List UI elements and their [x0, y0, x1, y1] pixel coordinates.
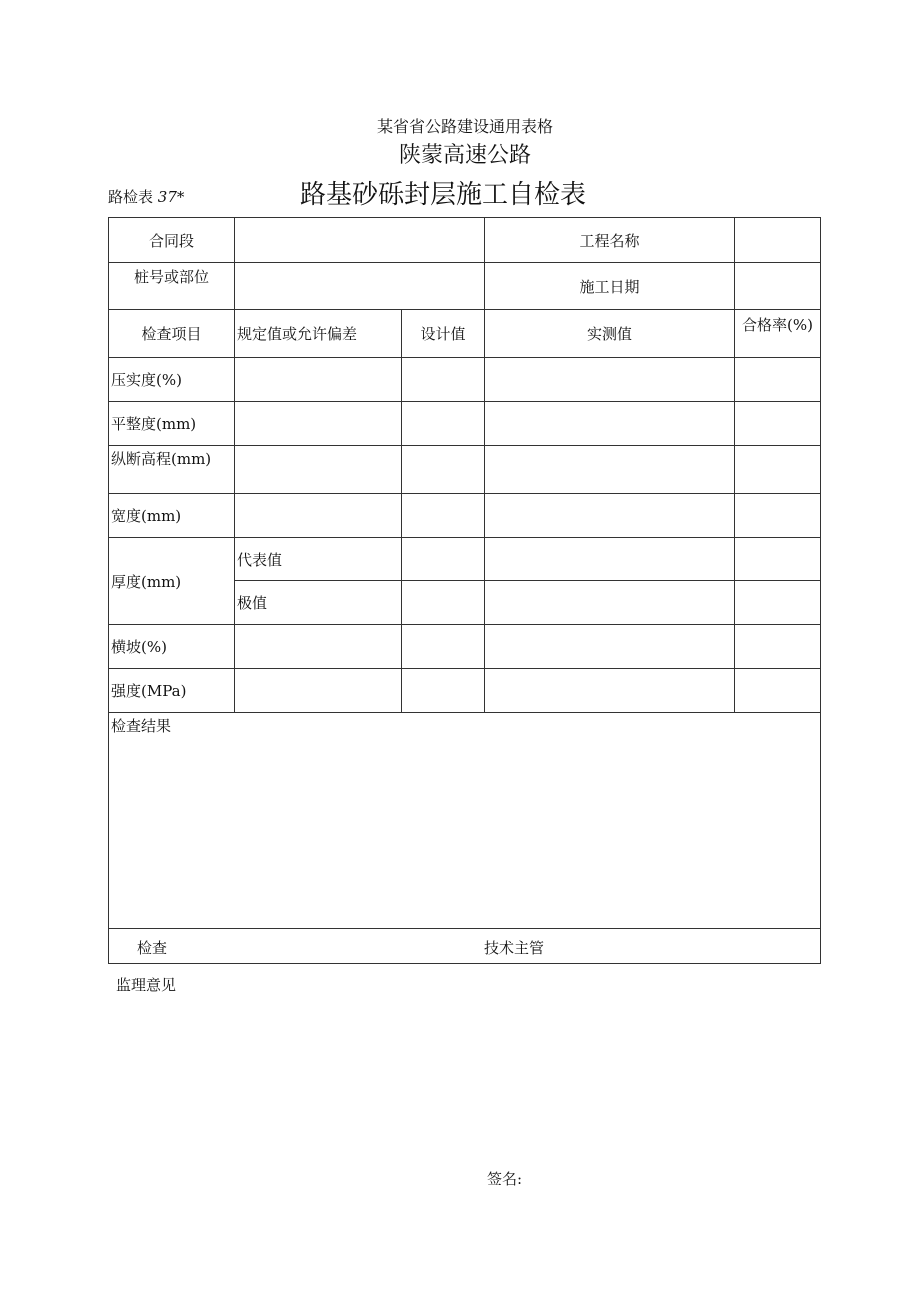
spec-cell[interactable] [235, 402, 402, 446]
col-spec-header: 规定值或允许偏差 [235, 310, 402, 358]
info-row-station [109, 263, 821, 310]
date-label: 施工日期 [485, 263, 735, 310]
measured-cell[interactable] [485, 581, 735, 625]
project-name-value[interactable] [735, 218, 821, 263]
table-row [109, 625, 821, 669]
row-item-label: 纵断高程(mm) [109, 446, 235, 494]
pass-rate-cell[interactable] [735, 494, 821, 538]
pass-rate-cell[interactable] [735, 581, 821, 625]
sign-cell [109, 929, 821, 964]
info-row-contract [109, 218, 821, 263]
pass-rate-cell[interactable] [735, 402, 821, 446]
result-row [109, 713, 821, 929]
row-item-label: 宽度(mm) [109, 494, 235, 538]
result-label: 检查结果 [111, 717, 172, 735]
tech-lead-label: 技术主管 [484, 939, 545, 957]
contract-label: 合同段 [109, 218, 235, 263]
sign-row [109, 929, 821, 964]
measured-cell[interactable] [485, 358, 735, 402]
design-cell[interactable] [402, 358, 485, 402]
form-title: 路基砂砾封层施工自检表 [300, 180, 587, 210]
measured-cell[interactable] [485, 625, 735, 669]
col-item-header: 检查项目 [109, 310, 235, 358]
form-category-heading: 某省省公路建设通用表格 [376, 117, 553, 136]
spec-cell[interactable] [235, 446, 402, 494]
pass-rate-cell[interactable] [735, 446, 821, 494]
signature-label: 签名: [487, 1170, 523, 1188]
column-header-row [109, 310, 821, 358]
form-code-number: 37* [157, 188, 185, 206]
result-cell[interactable] [109, 713, 821, 929]
design-cell[interactable] [402, 494, 485, 538]
inspection-table [108, 217, 821, 964]
table-row [109, 446, 821, 494]
col-design-header: 设计值 [402, 310, 485, 358]
station-label: 桩号或部位 [109, 263, 235, 310]
form-code-prefix: 路检表 [108, 188, 154, 206]
station-value[interactable] [235, 263, 485, 310]
row-item-label: 强度(MPa) [109, 669, 235, 713]
measured-cell[interactable] [485, 402, 735, 446]
date-value[interactable] [735, 263, 821, 310]
row-item-label: 平整度(mm) [109, 402, 235, 446]
design-cell[interactable] [402, 446, 485, 494]
inspector-label: 检查 [137, 939, 168, 957]
row-sub-label: 极值 [235, 581, 402, 625]
spec-cell[interactable] [235, 625, 402, 669]
table-row [109, 358, 821, 402]
row-sub-label: 代表值 [235, 538, 402, 581]
measured-cell[interactable] [485, 669, 735, 713]
supervision-opinion-label: 监理意见 [116, 976, 177, 994]
design-cell[interactable] [402, 625, 485, 669]
col-measured-header: 实测值 [485, 310, 735, 358]
pass-rate-cell[interactable] [735, 538, 821, 581]
design-cell[interactable] [402, 538, 485, 581]
pass-rate-cell[interactable] [735, 625, 821, 669]
pass-rate-cell[interactable] [735, 358, 821, 402]
design-cell[interactable] [402, 669, 485, 713]
measured-cell[interactable] [485, 538, 735, 581]
table-row [109, 669, 821, 713]
row-item-label: 压实度(%) [109, 358, 235, 402]
project-name-heading: 陕蒙高速公路 [398, 143, 531, 168]
measured-cell[interactable] [485, 494, 735, 538]
table-row [109, 494, 821, 538]
col-pass-rate-header: 合格率(%) [735, 310, 821, 358]
project-name-label: 工程名称 [485, 218, 735, 263]
spec-cell[interactable] [235, 669, 402, 713]
spec-cell[interactable] [235, 358, 402, 402]
design-cell[interactable] [402, 402, 485, 446]
design-cell[interactable] [402, 581, 485, 625]
spec-cell[interactable] [235, 494, 402, 538]
measured-cell[interactable] [485, 446, 735, 494]
row-item-label: 厚度(mm) [109, 538, 235, 625]
pass-rate-cell[interactable] [735, 669, 821, 713]
form-code [108, 186, 184, 207]
row-item-label: 横坡(%) [109, 625, 235, 669]
table-row [109, 538, 821, 581]
contract-value[interactable] [235, 218, 485, 263]
table-row [109, 402, 821, 446]
